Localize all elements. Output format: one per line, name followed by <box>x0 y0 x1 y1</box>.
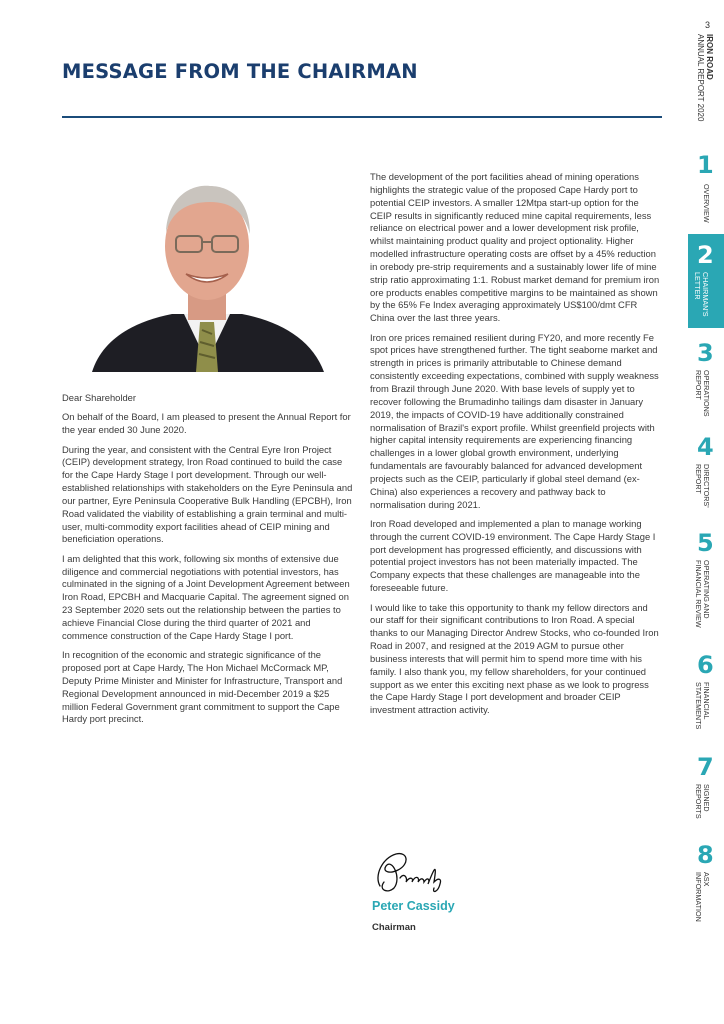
nav-label: OPERATING AND FINANCIAL REVIEW <box>694 560 711 628</box>
paragraph: The development of the port facilities ahead of mining operations highlights the strategic value of the proposed Cape Hardy port to potential CEIP investors. A smaller 12Mtpa start-up option for the CEIP results in significantly reduced mine capital requirements, less reliance on electrical power and a lower development risk profile, whilst maintaining product quality and project optionality. Higher modelled infrastructure operating costs are offset by a 45% reduction in orebody pre-strip requirements and a sustainably lower life of mine strip ratio approximating 1:1. Robust market demand for premium iron ore products enables competitive margins to be maintained as shown by the 65% Fe Index averaging approximately US$100/dmt CFR China over the last three years. <box>370 171 660 324</box>
paragraph: Iron Road developed and implemented a plan to manage working through the current COVID-19 environment. The Cape Hardy Stage I port development has progressed efficiently, and discussions with potential project investors has not been materially impacted. The Company expects that these challenges are manageable into the foreseeable future. <box>370 517 656 594</box>
nav-item-asx-information[interactable] <box>688 842 724 938</box>
nav-label: SIGNED REPORTS <box>694 784 711 819</box>
nav-number: 6 <box>697 651 714 679</box>
nav-label: OVERVIEW <box>702 184 711 223</box>
nav-number: 5 <box>697 529 714 557</box>
nav-item-operating-financial-review[interactable] <box>688 530 724 640</box>
nav-number: 2 <box>697 241 714 269</box>
nav-number: 4 <box>697 433 714 461</box>
nav-item-financial-statements[interactable] <box>688 652 724 744</box>
nav-number: 7 <box>697 753 714 781</box>
paragraph: On behalf of the Board, I am pleased to present the Annual Report for the year ended 30 June 2020. <box>62 411 351 436</box>
nav-label: ASX INFORMATION <box>694 872 711 922</box>
signatory-role: Chairman <box>372 922 416 933</box>
brand-name: IRON ROAD <box>705 34 714 80</box>
nav-item-operations-report[interactable] <box>688 340 724 424</box>
paragraph: I would like to take this opportunity to thank my fellow directors and our staff for their significant contributions to Iron Road. A special thanks to our Managing Director Andrew Stocks, who co-founded Iron Road in 2007, and resigned at the 2019 AGM to pursue other business interests that will permit him to spend more time with his family. I also thank you, my fellow shareholders, for your continued support as we enter this exciting next phase as we look to progress the Cape Hardy Stage I port development and broader CEIP investment attraction activity. <box>370 601 659 716</box>
paragraph: Iron ore prices remained resilient during FY20, and more recently Fe spot prices have strengthened further. The tight seaborne market and strength in prices is primarily attributable to Chinese demand consistently exceeding expectations, combined with supply weakness from Brazil through June 2020. With base levels of supply yet to recover following the Brumadinho tailings dam disaster in January 2019, the impacts of COVID-19 have additionally constrained normalisation of Brazil's export profile. Whilst greenfield projects with higher capital intensity requirements are experiencing financing challenges in a lower global growth environment, underlying fundamentals are favourably balanced for advanced development projects such as the CEIP, particularly if global steel demand (ex-China) also experiences a recovery and pathway back to normalisation during 2021. <box>370 331 659 510</box>
paragraph: I am delighted that this work, following six months of extensive due diligence and commercial negotiations with potential investors, has culminated in the signing of a Joint Development Agreement between Iron Road, EPCBH and Macquarie Capital. The agreement signed on 23 September 2020 sets out the relationship between the parties to achieve Financial Close during the third quarter of 2021 and commence construction of the Cape Hardy Stage I port. <box>62 552 350 641</box>
letter-right-column <box>370 171 662 724</box>
brand-report: ANNUAL REPORT 2020 <box>696 34 705 122</box>
nav-number: 8 <box>697 841 714 869</box>
signature-image <box>372 848 452 898</box>
nav-item-overview[interactable] <box>688 152 724 230</box>
paragraph: In recognition of the economic and strategic significance of the proposed port at Cape Hardy, The Hon Michael McCormack MP, Deputy Prime Minister and Minister for Infrastructure, Transport and Regional Development announced in mid-December 2019 a $25 million Federal Government grant commitment to support the Cape Hardy port precinct. <box>62 649 343 725</box>
nav-number: 1 <box>697 151 714 179</box>
page-number: 3 <box>705 20 711 30</box>
paragraph: Dear Shareholder <box>62 392 137 403</box>
nav-label: DIRECTORS' REPORT <box>694 464 711 508</box>
signatory-name: Peter Cassidy <box>372 899 455 913</box>
nav-item-chairmans-letter[interactable] <box>688 234 724 328</box>
chairman-photo <box>62 150 352 372</box>
nav-label: OPERATIONS REPORT <box>694 370 711 417</box>
title-divider <box>62 116 662 118</box>
brand-block <box>696 34 714 121</box>
nav-item-directors-report[interactable] <box>688 434 724 518</box>
nav-label: FINANCIAL STATEMENTS <box>694 682 711 730</box>
paragraph: During the year, and consistent with the Central Eyre Iron Project (CEIP) development strategy, Iron Road continued to build the case for the Cape Hardy Stage I port development. Through our well-established relationships with stakeholders on the Eyre Peninsula and our partner, Eyre Peninsula Cooperative Bulk Handling (EPCBH), Iron Road validated the viability of establishing a grain terminal and multi-user, multi-commodity export facilities ahead of CEIP mining and beneficiation operations. <box>62 443 353 545</box>
page-title: MESSAGE FROM THE CHAIRMAN <box>62 60 418 83</box>
nav-number: 3 <box>697 339 714 367</box>
portrait-image <box>62 150 352 372</box>
nav-item-signed-reports[interactable] <box>688 754 724 838</box>
nav-label: CHAIRMAN'S LETTER <box>693 272 710 317</box>
letter-left-column <box>62 392 354 733</box>
